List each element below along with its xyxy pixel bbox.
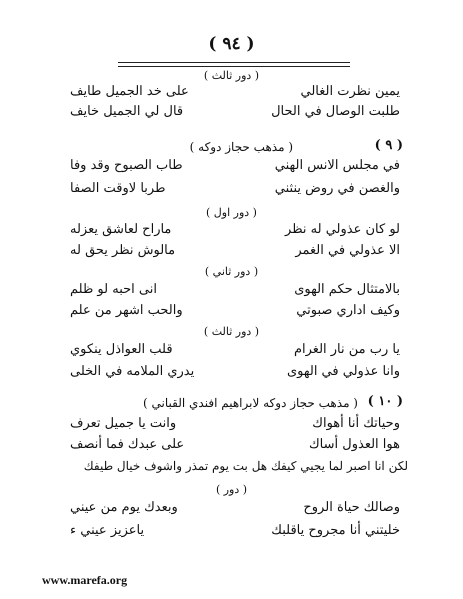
- section-label: ( دور ثالث ): [203, 325, 260, 338]
- hemistich-first: وكيف اداري صبوتي: [296, 303, 400, 318]
- hemistich-first: وانا عذولي في الهوى: [286, 364, 400, 379]
- song-title: ( مذهب حجاز دوكه ): [189, 140, 293, 154]
- hemistich-second: ماراح لعاشق يعزله: [70, 222, 172, 237]
- verse-line: [70, 364, 400, 380]
- footer-watermark: www.marefa.org: [42, 573, 128, 587]
- verse-line: [70, 243, 400, 259]
- section-label: ( دور اول ): [206, 206, 257, 219]
- song-title: ( مذهب حجاز دوكه لابراهيم افندي القباني ): [143, 396, 358, 410]
- verse-line: [70, 84, 400, 100]
- verse-line: [70, 303, 400, 319]
- hemistich-second: وبعدك يوم من عيني: [70, 500, 178, 515]
- verse-line: [70, 500, 400, 516]
- section-label: ( دور ثاني ): [204, 265, 259, 278]
- section-label: ( دور ): [215, 483, 248, 496]
- hemistich-second: على خد الجميل طايف: [70, 84, 189, 99]
- hemistich-second: يدري الملامه في الخلى: [70, 364, 195, 379]
- verse-line: [70, 342, 400, 358]
- hemistich-first: هوا العذول أساك: [308, 437, 400, 452]
- hemistich-second: والحب اشهر من علم: [70, 303, 183, 318]
- verse-line: [70, 523, 400, 539]
- verse-line: [70, 222, 400, 238]
- hemistich-second: طاب الصبوح وقد وفا: [70, 158, 183, 173]
- hemistich-first: خليتني أنا مجروح ياقلبك: [271, 523, 400, 538]
- hemistich-first: لو كان عذولي له نظر: [285, 222, 400, 237]
- page-number: ( ٩٤ ): [208, 34, 255, 54]
- hemistich-first: بالامتثال حكم الهوى: [294, 282, 400, 297]
- hemistich-second: ياعزيز عيني ء: [70, 523, 145, 538]
- hemistich-first: في مجلس الانس الهني: [274, 158, 400, 173]
- hemistich-first: وصالك حياة الروح: [303, 500, 400, 515]
- verse-line: [70, 437, 400, 453]
- header-rule: [118, 62, 350, 63]
- section-label: ( دور ثالث ): [203, 69, 260, 82]
- header-rule-thin: [118, 66, 350, 67]
- hemistich-second: على عبدك فما أنصف: [70, 437, 185, 452]
- hemistich-first: والغصن في روض ينثني: [274, 181, 400, 196]
- hemistich-second: قلب العواذل ينكوي: [70, 342, 173, 357]
- hemistich-second: وانت يا جميل تعرف: [70, 416, 177, 431]
- hemistich-second: مالوش نظر يحق له: [70, 243, 176, 258]
- verse-line: [70, 158, 400, 174]
- hemistich-first: الا عذولي في الغمر: [295, 243, 400, 258]
- verse-line: [70, 282, 400, 298]
- hemistich-first: يمين نظرت الغالي: [300, 84, 400, 99]
- hemistich-first: يا رب من نار الغرام: [293, 342, 400, 357]
- song-number: ( ٩ ): [374, 138, 403, 153]
- hemistich-second: انى احبه لو ظلم: [70, 282, 157, 297]
- verse-line: [70, 181, 400, 197]
- song-number: ( ١٠ ): [367, 394, 403, 409]
- verse-line: [70, 104, 400, 120]
- long-verse-line: لكن انا اصبر لما يجيي كيفك هل بت يوم تمذر واشوف خيال طيفك: [83, 459, 408, 473]
- hemistich-second: طربا لاوقت الصفا: [70, 181, 166, 196]
- hemistich-first: طلبت الوصال في الحال: [271, 104, 400, 119]
- hemistich-second: قال لي الجميل خايف: [70, 104, 184, 119]
- verse-line: [70, 416, 400, 432]
- hemistich-first: وحياتك أنا أهواك: [312, 416, 400, 431]
